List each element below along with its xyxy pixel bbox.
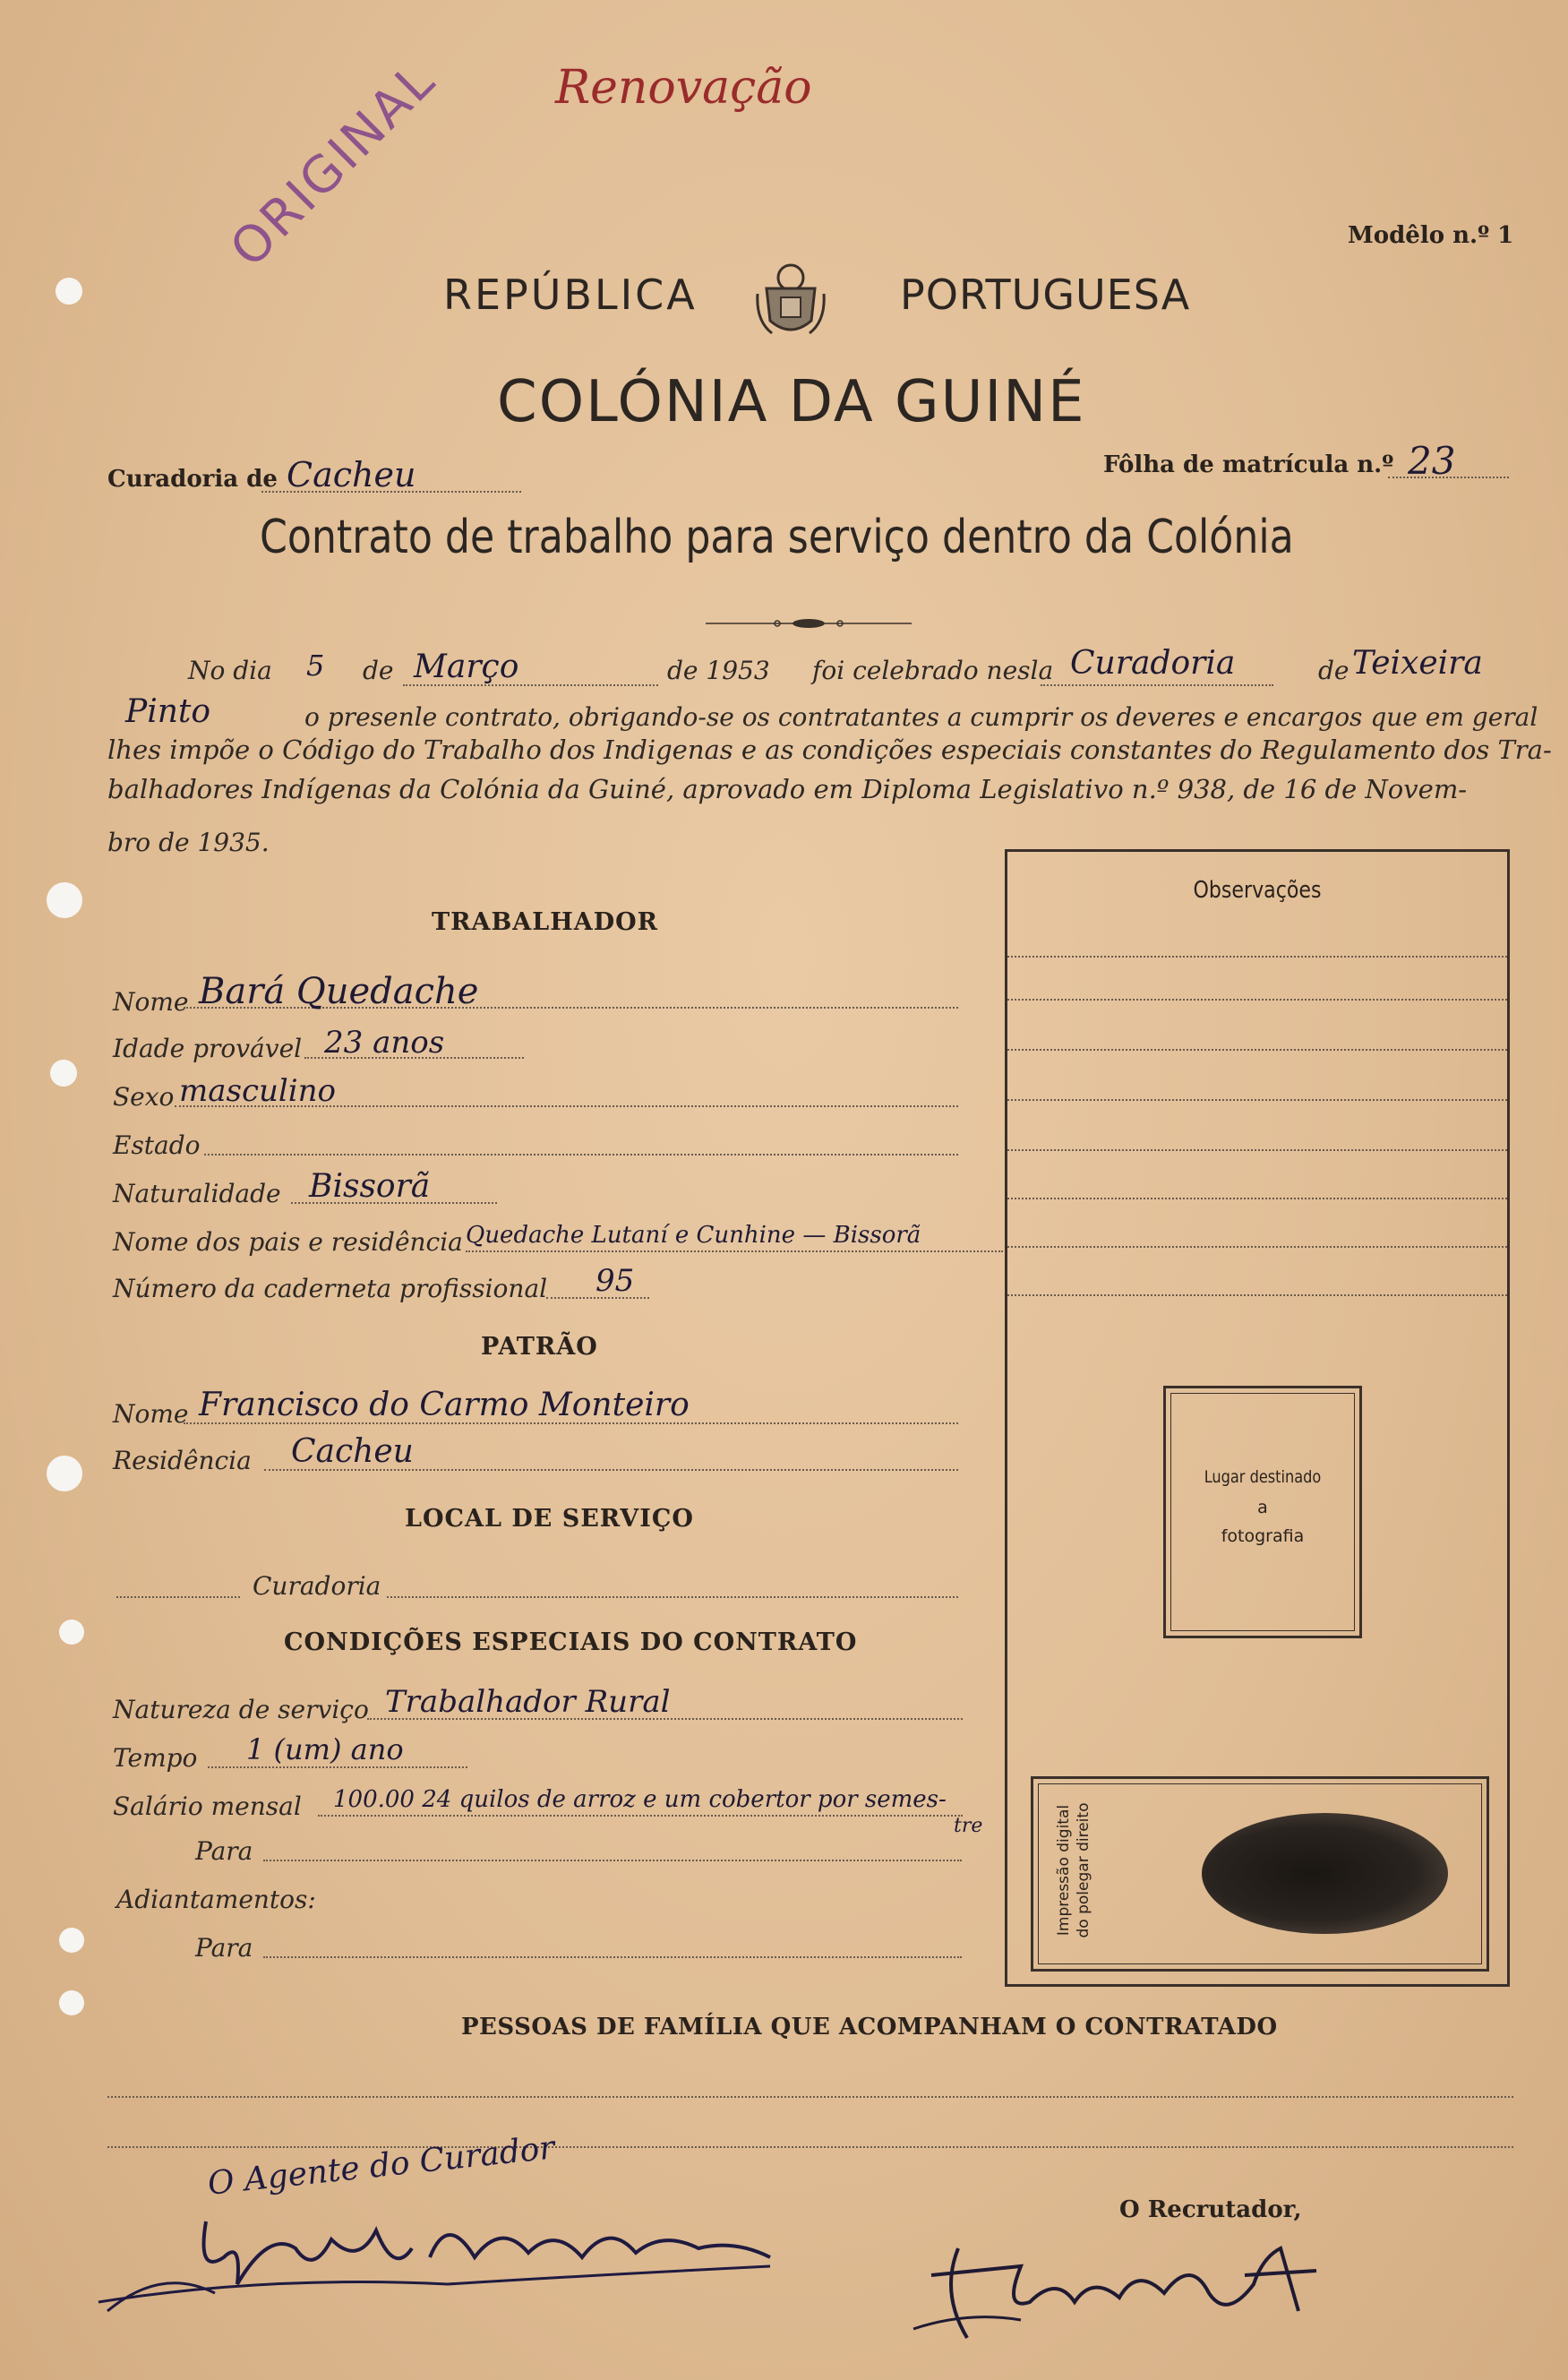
renovacao-note: Renovação — [555, 61, 812, 115]
photo-frame — [1163, 1386, 1362, 1638]
obs-line — [1007, 1049, 1507, 1051]
modelo-number: Modêlo n.º 1 — [1348, 222, 1514, 249]
observacoes-title: Observações — [1193, 877, 1322, 904]
folha-value: 23 — [1408, 439, 1456, 483]
punch-hole — [56, 278, 82, 305]
local-post-line — [387, 1596, 958, 1598]
coat-of-arms-icon — [754, 258, 827, 339]
agente-signature-icon — [90, 2177, 788, 2320]
familia-heading: PESSOAS DE FAMÍLIA QUE ACOMPANHAM O CONTRATADO — [461, 2014, 1278, 2041]
punch-hole — [50, 1060, 77, 1087]
colonia-heading: COLÓNIA DA GUINÉ — [497, 369, 1086, 435]
photo-text-3: fotografia — [1221, 1526, 1305, 1546]
patrao-heading: PATRÃO — [481, 1333, 598, 1361]
intro-place2: Pinto — [125, 693, 211, 730]
condicoes-heading: CONDIÇÕES ESPECIAIS DO CONTRATO — [284, 1628, 858, 1656]
tempo-label: Tempo — [113, 1743, 198, 1773]
sexo-value: masculino — [179, 1073, 337, 1109]
intro-local: Curadoria — [1070, 645, 1236, 682]
familia-line-2 — [107, 2146, 1513, 2148]
estado-label: Estado — [113, 1130, 201, 1160]
nome-label: Nome — [113, 987, 189, 1017]
photo-text-1: Lugar destinado — [1204, 1467, 1322, 1487]
idade-value: 23 anos — [324, 1025, 445, 1061]
residencia-value: Cacheu — [291, 1433, 414, 1470]
caderneta-label: Número da caderneta profissional — [113, 1274, 548, 1303]
ornament-divider — [706, 616, 912, 629]
intro-day: 5 — [306, 649, 325, 683]
obs-line — [1007, 1099, 1507, 1101]
local-line — [1041, 684, 1273, 686]
thumbprint-box — [1031, 1776, 1489, 1972]
trabalhador-heading: TRABALHADOR — [432, 908, 659, 936]
intro-foi: foi celebrado nesla — [812, 656, 1054, 685]
sexo-label: Sexo — [113, 1082, 175, 1112]
obs-line — [1007, 1294, 1507, 1296]
intro-no-dia: No dia — [188, 656, 272, 685]
folha-label: Fôlha de matrícula n.º — [1103, 451, 1394, 478]
intro-line4: balhadores Indígenas da Colónia da Guiné, aprovado em Diploma Legislativo n.º 938, de 16 de Novem- — [107, 774, 1468, 804]
obs-line — [1007, 1246, 1507, 1248]
patrao-nome-value: Francisco do Carmo Monteiro — [199, 1387, 690, 1423]
tempo-value: 1 (um) ano — [246, 1732, 404, 1766]
punch-hole — [47, 882, 82, 918]
local-servico-heading: LOCAL DE SERVIÇO — [405, 1505, 694, 1533]
naturalidade-label: Naturalidade — [113, 1179, 281, 1208]
intro-de3: de — [1318, 656, 1350, 685]
intro-line5: bro de 1935. — [107, 828, 270, 857]
local-pre-line — [116, 1596, 240, 1598]
patrao-nome-label: Nome — [113, 1399, 189, 1429]
local-curadoria-label: Curadoria — [253, 1571, 381, 1601]
punch-hole — [59, 1620, 84, 1645]
estado-line — [204, 1154, 958, 1156]
caderneta-value: 95 — [595, 1263, 635, 1299]
thumbprint-label-2: do polegar direito — [1075, 1802, 1092, 1938]
original-stamp: ORIGINAL — [219, 50, 448, 279]
recrutador-label: O Recrutador, — [1119, 2196, 1302, 2223]
adiantamentos-label: Adiantamentos: — [116, 1885, 316, 1914]
para2-line — [263, 1956, 962, 1958]
intro-line2: o presenle contrato, obrigando-se os contratantes a cumprir os deveres e encargos que em geral — [304, 702, 1538, 732]
salario-value: 100.00 24 quilos de arroz e um cobertor por semes- — [333, 1786, 947, 1813]
para-line — [263, 1860, 962, 1861]
intro-month: Março — [414, 649, 519, 685]
observacoes-box — [1005, 849, 1510, 1987]
intro-line3: lhes impõe o Código do Trabalho dos Indigenas e as condições especiais constantes do Regulamento dos Tra- — [107, 735, 1552, 765]
pais-line — [466, 1250, 1003, 1252]
naturalidade-value: Bissorã — [309, 1168, 431, 1205]
recrutador-signature-icon — [904, 2221, 1334, 2356]
natureza-label: Natureza de serviço — [113, 1695, 369, 1724]
salario-value-cont: tre — [954, 1815, 983, 1837]
obs-line — [1007, 999, 1507, 1001]
intro-de1: de — [363, 656, 394, 685]
agente-text: O Agente do Curador — [206, 2129, 557, 2203]
pais-value: Quedache Lutaní e Cunhine — Bissorã — [466, 1222, 921, 1249]
punch-hole — [47, 1456, 82, 1491]
intro-place1: Teixeira — [1352, 645, 1483, 682]
curadoria-label: Curadoria de — [107, 466, 278, 493]
natureza-value: Trabalhador Rural — [385, 1684, 671, 1720]
nome-value: Bará Quedache — [199, 971, 479, 1012]
punch-hole — [59, 1990, 84, 2015]
republica-right: PORTUGUESA — [900, 271, 1191, 319]
pais-label: Nome dos pais e residência — [113, 1227, 463, 1257]
residencia-label: Residência — [113, 1446, 252, 1475]
tempo-line — [208, 1766, 467, 1768]
republica-left: REPÚBLICA — [443, 271, 698, 319]
obs-line — [1007, 956, 1507, 958]
thumbprint-label-1: Impressão digital — [1055, 1804, 1073, 1937]
salario-line — [318, 1815, 963, 1817]
familia-line-1 — [107, 2096, 1513, 2098]
photo-text-2: a — [1257, 1498, 1268, 1517]
curadoria-value: Cacheu — [287, 455, 416, 494]
punch-hole — [59, 1928, 84, 1953]
obs-line — [1007, 1149, 1507, 1151]
para2-label: Para — [195, 1933, 253, 1963]
intro-year: de 1953 — [667, 656, 770, 685]
obs-line — [1007, 1198, 1507, 1199]
contract-title: Contrato de trabalho para serviço dentro da Colónia — [260, 511, 1294, 564]
salario-label: Salário mensal — [113, 1791, 302, 1821]
thumbprint-mark — [1202, 1813, 1448, 1934]
para-label: Para — [195, 1836, 253, 1866]
idade-label: Idade provável — [113, 1034, 303, 1063]
